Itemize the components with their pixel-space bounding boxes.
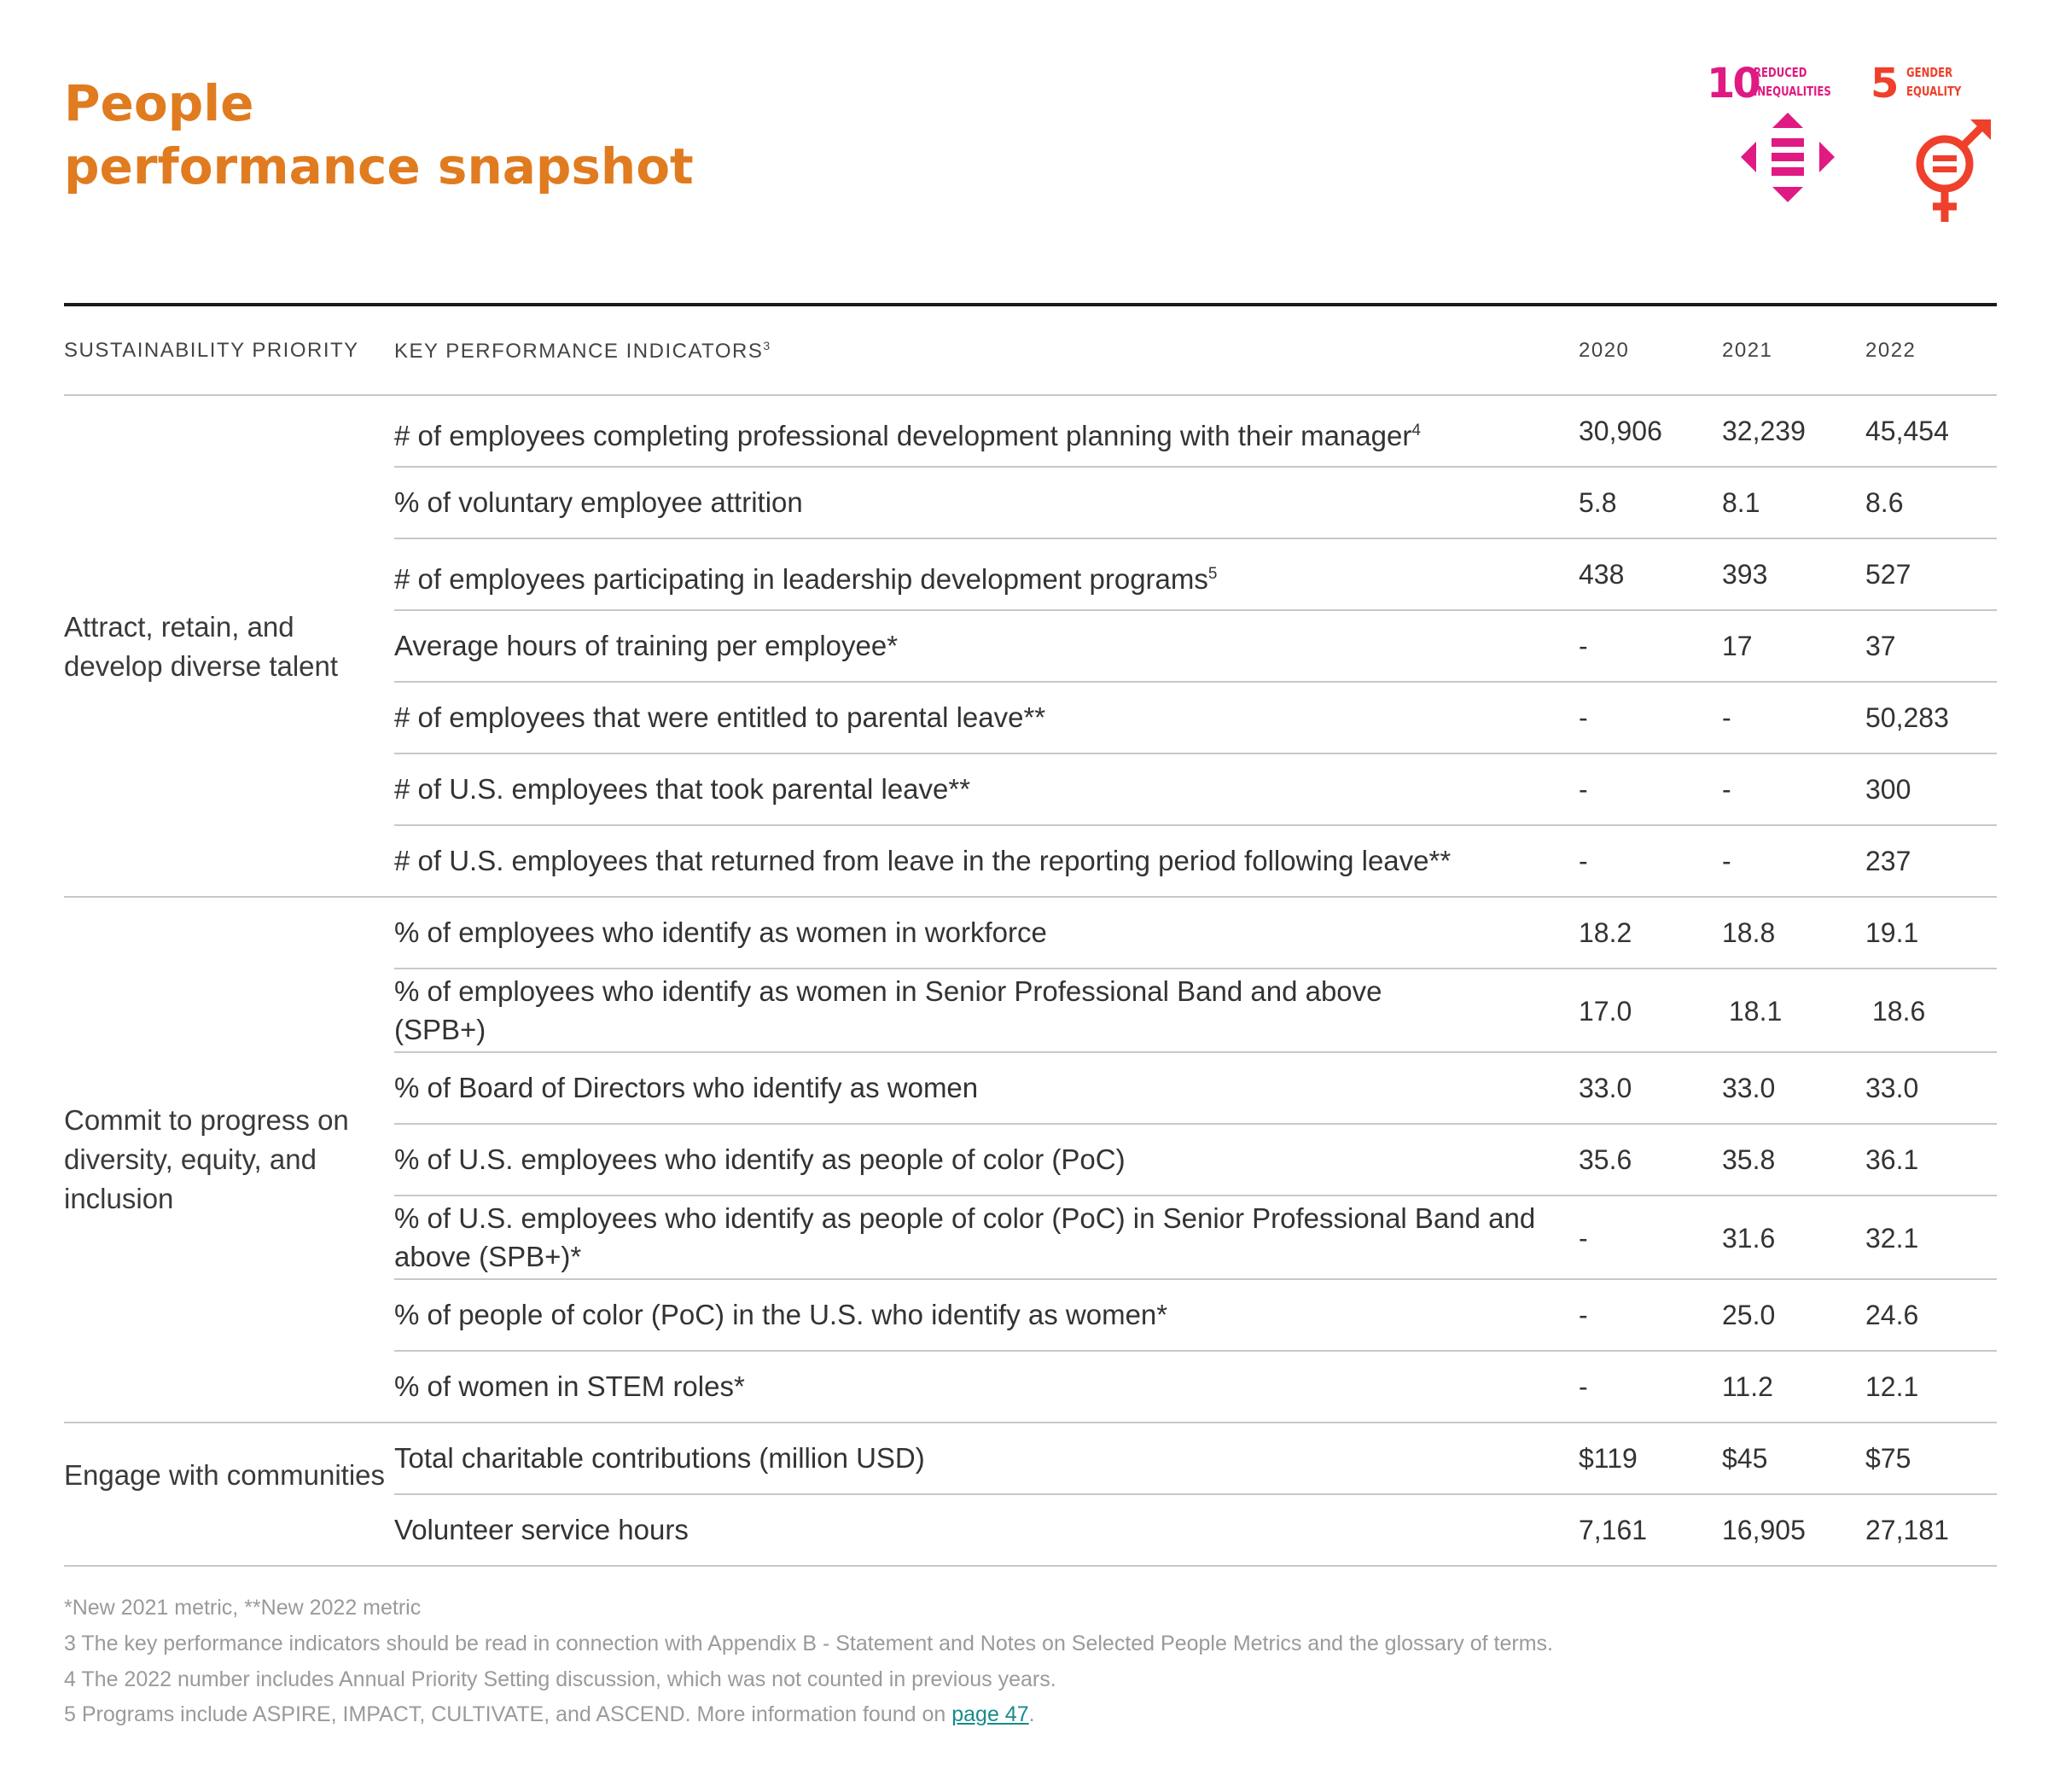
value-2021: 393 [1722,559,1768,590]
value-2020: 33.0 [1579,1073,1632,1103]
sdg-5-badge [1871,61,2007,224]
value-2022: 45,454 [1865,416,1949,446]
row-divider [394,681,1997,683]
value-2021: - [1722,702,1731,733]
row-divider [394,1195,1997,1196]
row-divider [394,466,1997,468]
category-diversity-equity-inclusion: Commit to progress on diversity, equity, and inclusion [64,1104,349,1214]
kpi-text: # of U.S. employees that returned from leave in the reporting period following leave** [394,845,1452,876]
value-2021: 17 [1722,631,1753,661]
value-2022: 12.1 [1865,1371,1919,1402]
value-2022: 32.1 [1865,1223,1919,1254]
section-divider [64,896,1997,898]
value-2022: 33.0 [1865,1073,1919,1103]
kpi-label [394,770,1555,808]
title-line-2: performance snapshot [64,137,694,195]
value-2020: - [1579,631,1588,661]
row-divider [394,1051,1997,1053]
row-divider [394,1350,1997,1352]
kpi-label [394,1439,1555,1477]
kpi-text: # of employees participating in leadership development programs [394,563,1208,595]
value-2020: 438 [1579,559,1625,590]
footnote-5-text: 5 Programs include ASPIRE, IMPACT, CULTIVATE, and ASCEND. More information found on [64,1702,952,1726]
value-2020: 30,906 [1579,416,1662,446]
row-divider [394,1493,1997,1495]
kpi-label [394,1367,1555,1405]
header-divider [64,394,1997,396]
kpi-text: % of employees who identify as women in workforce [394,916,1047,948]
value-2021: - [1722,774,1731,805]
footnote-new-metrics: *New 2021 metric, **New 2022 metric [64,1596,422,1620]
value-2021: 33.0 [1722,1073,1776,1103]
value-2021: 8.1 [1722,487,1760,518]
footnote-5-end: . [1028,1702,1035,1726]
row-divider [394,1123,1997,1125]
value-2022: 18.6 [1872,996,1926,1027]
value-2021: 18.1 [1729,996,1783,1027]
kpi-text: Average hours of training per employee* [394,630,899,661]
value-2021: 18.8 [1722,917,1776,948]
kpi-text: # of U.S. employees that took parental leave** [394,773,971,805]
kpi-label [394,1140,1555,1178]
value-2022: 527 [1865,559,1911,590]
kpi-text: % of women in STEM roles* [394,1370,745,1402]
value-2022: 8.6 [1865,487,1904,518]
value-2022: 24.6 [1865,1300,1919,1330]
value-2022: 300 [1865,774,1911,805]
row-divider [394,753,1997,754]
header-kpi-footnote: 3 [763,339,771,352]
value-2021: 31.6 [1722,1223,1776,1254]
kpi-label [394,1510,1555,1549]
kpi-label [394,626,1555,665]
value-2020: - [1579,1300,1588,1330]
header-2022: 2022 [1865,339,1917,362]
page-47-link[interactable]: page 47 [951,1702,1029,1726]
kpi-label [394,913,1555,951]
header-sustainability-priority: SUSTAINABILITY PRIORITY [64,339,359,362]
row-divider [394,538,1997,539]
sdg-10-badge [1707,61,1843,211]
kpi-text: Total charitable contributions (million USD) [394,1442,925,1474]
value-2020: 7,161 [1579,1515,1648,1545]
page-title [64,72,694,198]
sdg-10-label-line-2: INEQUALITIES [1754,84,1831,99]
sdg-5-label-line-2: EQUALITY [1906,84,1962,99]
value-2021: 35.8 [1722,1144,1776,1175]
value-2020: 17.0 [1579,996,1632,1027]
kpi-text: # of employees completing professional development planning with their manager [394,420,1412,451]
header-kpi-label: KEY PERFORMANCE INDICATORS [394,340,764,363]
sdg-10-number: 10 [1707,60,1759,108]
category-attract-retain-develop: Attract, retain, and develop diverse talent [64,611,339,682]
value-2021: 16,905 [1722,1515,1806,1545]
kpi-text: % of people of color (PoC) in the U.S. who identify as women* [394,1299,1168,1330]
kpi-label [394,698,1555,736]
kpi-label [394,841,1555,880]
kpi-label [394,483,1555,521]
kpi-text: # of employees that were entitled to parental leave** [394,701,1046,733]
value-2022: 37 [1865,631,1896,661]
kpi-label [394,411,1555,455]
title-line-1: People [64,74,254,132]
value-2020: 5.8 [1579,487,1617,518]
kpi-text: Volunteer service hours [394,1514,689,1545]
value-2020: - [1579,846,1588,876]
kpi-text: % of U.S. employees who identify as people of color (PoC) [394,1143,1126,1175]
value-2021: 11.2 [1722,1371,1773,1402]
value-2022: 237 [1865,846,1911,876]
value-2020: 18.2 [1579,917,1632,948]
value-2021: 32,239 [1722,416,1806,446]
kpi-text: % of U.S. employees who identify as people of color (PoC) in Senior Professional Band and above (SPB+)* [394,1202,1536,1272]
kpi-text: % of Board of Directors who identify as women [394,1072,979,1103]
footnote-5 [64,1702,1035,1727]
section-divider [64,1422,1997,1423]
value-2021: - [1722,846,1731,876]
kpi-text: % of voluntary employee attrition [394,486,803,518]
value-2020: - [1579,1371,1588,1402]
value-2020: $119 [1579,1443,1638,1474]
kpi-label [394,555,1555,598]
kpi-label [394,972,1393,1049]
header-2020: 2020 [1579,339,1630,362]
value-2021: $45 [1722,1443,1768,1474]
table-bottom-rule [64,1565,1997,1567]
kpi-footnote: 5 [1207,565,1218,583]
sdg-5-label-line-1: GENDER [1906,65,1953,80]
value-2022: $75 [1865,1443,1911,1474]
header-2021: 2021 [1722,339,1773,362]
value-2022: 19.1 [1865,917,1919,948]
kpi-label [394,1295,1555,1334]
value-2020: - [1579,774,1588,805]
value-2020: 35.6 [1579,1144,1632,1175]
header-kpi [394,339,770,364]
sdg-10-label-line-1: REDUCED [1754,65,1807,80]
value-2021: 25.0 [1722,1300,1776,1330]
table-top-rule [64,303,1997,306]
row-divider [394,824,1997,826]
kpi-footnote: 4 [1411,422,1421,439]
sdg-5-number: 5 [1871,60,1897,108]
row-divider [394,609,1997,611]
category-engage-communities: Engage with communities [64,1459,386,1491]
value-2020: - [1579,702,1588,733]
value-2022: 27,181 [1865,1515,1949,1545]
gender-equality-icon [1909,119,1994,224]
footnote-3: 3 The key performance indicators should be read in connection with Appendix B - Statement and Notes on Selected People Metrics and the glossary of terms. [64,1632,1553,1655]
kpi-label [394,1199,1563,1276]
footnote-4: 4 The 2022 number includes Annual Priority Setting discussion, which was not counted in previous years. [64,1667,1056,1691]
row-divider [394,1278,1997,1280]
reduced-inequalities-icon [1741,113,1835,211]
value-2022: 50,283 [1865,702,1949,733]
row-divider [394,968,1997,969]
value-2022: 36.1 [1865,1144,1919,1175]
kpi-text: % of employees who identify as women in Senior Professional Band and above (SPB+) [394,975,1382,1045]
kpi-label [394,1068,1555,1107]
value-2020: - [1579,1223,1588,1254]
